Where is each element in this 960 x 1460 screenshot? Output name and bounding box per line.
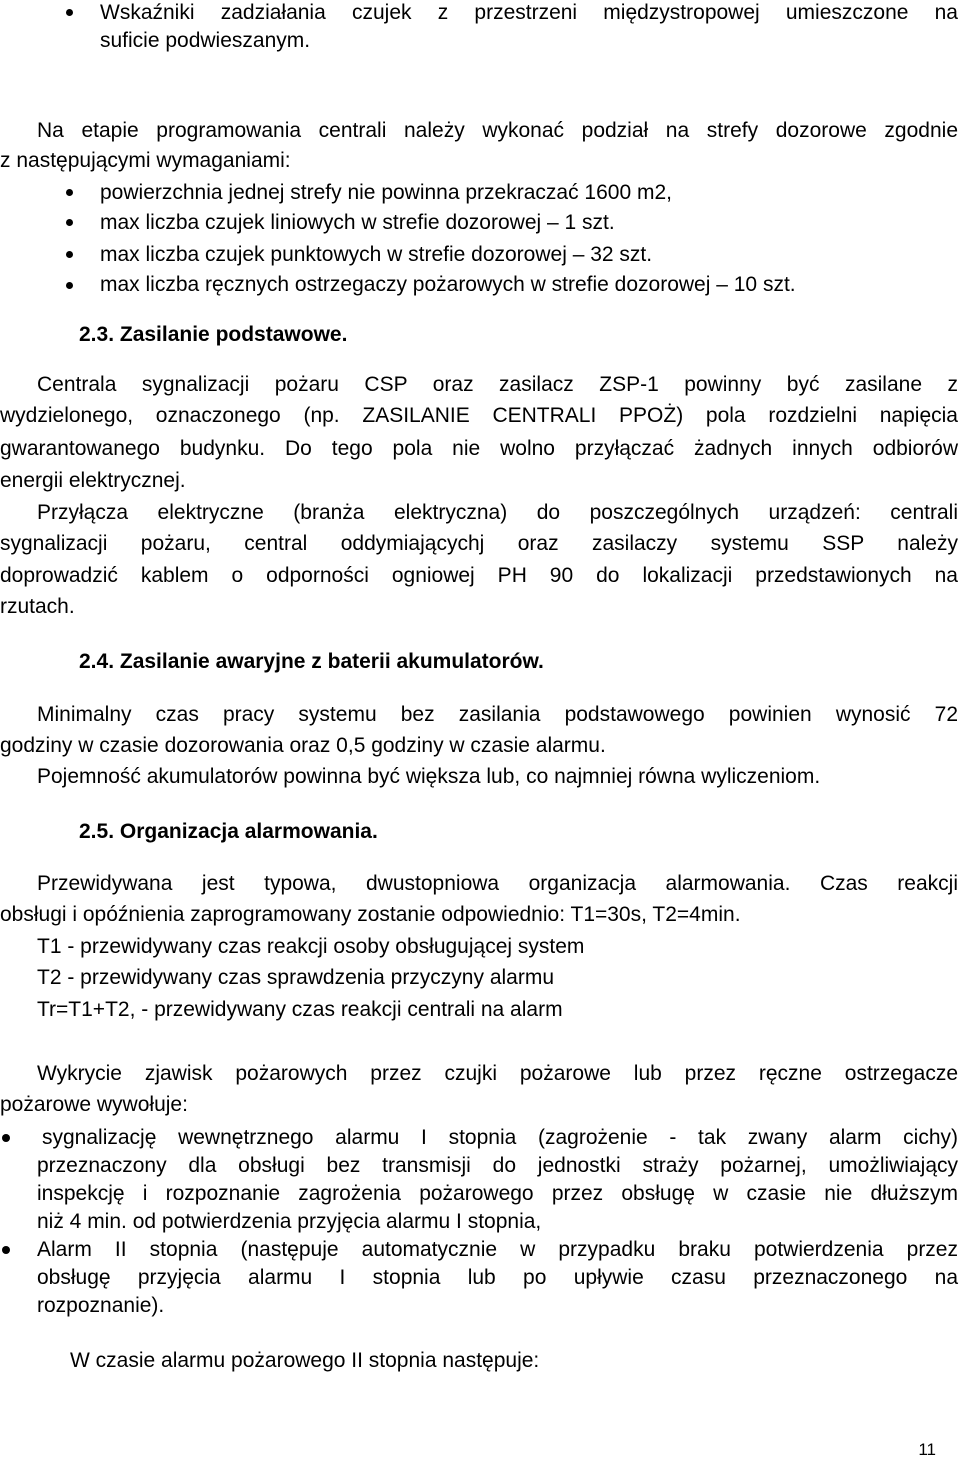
paragraph-line: W czasie alarmu pożarowego II stopnia następuje:: [70, 1349, 540, 1372]
definition-line: Tr=T1+T2, - przewidywany czas reakcji centrali na alarm: [37, 998, 563, 1021]
paragraph-line: pożarowe wywołuje:: [0, 1093, 188, 1116]
paragraph-line: Centrala sygnalizacji pożaru CSP oraz zasilacz ZSP-1 powinny być zasilane z: [37, 373, 958, 396]
paragraph-line: rzutach.: [0, 595, 75, 618]
bullet-text-line: rozpoznanie).: [37, 1294, 165, 1317]
bullet-dot: [66, 9, 73, 16]
paragraph-line: doprowadzić kablem o odporności ogniowej PH 90 do lokalizacji przedstawionych na: [0, 564, 958, 587]
bullet-text-line: sygnalizację wewnętrznego alarmu I stopnia (zagrożenie - tak zwany alarm cichy): [42, 1126, 958, 1149]
bullet-dot: [66, 282, 73, 289]
paragraph-line: Pojemność akumulatorów powinna być większa lub, co najmniej równa wyliczeniom.: [37, 765, 821, 788]
bullet-dot: [66, 251, 73, 258]
bullet-text-line: niż 4 min. od potwierdzenia przyjęcia alarmu I stopnia,: [37, 1210, 542, 1233]
paragraph-line: Wykrycie zjawisk pożarowych przez czujki pożarowe lub przez ręczne ostrzegacze: [37, 1062, 958, 1085]
bullet-text-line: Alarm II stopnia (następuje automatycznie w przypadku braku potwierdzenia przez: [37, 1238, 958, 1261]
paragraph-line: Minimalny czas pracy systemu bez zasilania podstawowego powinien wynosić 72: [37, 703, 958, 726]
paragraph-line: obsługi i opóźnienia zaprogramowany zostanie odpowiednio: T1=30s, T2=4min.: [0, 903, 741, 926]
list-item: max liczba czujek punktowych w strefie dozorowej – 32 szt.: [100, 243, 653, 266]
section-heading: 2.4. Zasilanie awaryjne z baterii akumulatorów.: [79, 650, 544, 673]
definition-line: T1 - przewidywany czas reakcji osoby obsługującej system: [37, 935, 585, 958]
definition-line: T2 - przewidywany czas sprawdzenia przyczyny alarmu: [37, 966, 555, 989]
list-item: max liczba czujek liniowych w strefie dozorowej – 1 szt.: [100, 211, 615, 234]
bullet-dot: [2, 1246, 10, 1254]
list-item: powierzchnia jednej strefy nie powinna przekraczać 1600 m2,: [100, 181, 672, 204]
bullet-text-line: inspekcję i rozpoznanie zagrożenia pożarowego przez obsługę w czasie nie dłuższym: [37, 1182, 958, 1205]
paragraph-line: gwarantowanego budynku. Do tego pola nie wolno przyłączać żadnych innych odbiorów: [0, 437, 958, 460]
bullet-dot: [2, 1134, 10, 1142]
bullet-text-line: przeznaczony dla obsługi bez transmisji do jednostki straży pożarnej, umożliwiający: [37, 1154, 958, 1177]
section-heading: 2.5. Organizacja alarmowania.: [79, 820, 378, 843]
paragraph-line: godziny w czasie dozorowania oraz 0,5 godziny w czasie alarmu.: [0, 734, 606, 757]
list-item: max liczba ręcznych ostrzegaczy pożarowych w strefie dozorowej – 10 szt.: [100, 273, 796, 296]
bullet-text-line: Wskaźniki zadziałania czujek z przestrzeni międzystropowej umieszczone na: [100, 1, 958, 24]
paragraph-line: wydzielonego, oznaczonego (np. ZASILANIE CENTRALI PPOŻ) pola rozdzielni napięcia: [0, 404, 958, 427]
paragraph-line: z następującymi wymaganiami:: [0, 149, 291, 172]
bullet-dot: [66, 189, 73, 196]
bullet-text-line: suficie podwieszanym.: [100, 29, 311, 52]
bullet-text-line: obsługę przyjęcia alarmu I stopnia lub po upływie czasu przeznaczonego na: [37, 1266, 958, 1289]
paragraph-line: energii elektrycznej.: [0, 469, 186, 492]
page-number: 11: [918, 1440, 936, 1459]
bullet-dot: [66, 219, 73, 226]
paragraph-line: Przyłącza elektryczne (branża elektryczna) do poszczególnych urządzeń: centrali: [37, 501, 958, 524]
paragraph-line: Na etapie programowania centrali należy wykonać podział na strefy dozorowe zgodnie: [37, 119, 958, 142]
paragraph-line: sygnalizacji pożaru, central oddymiającychj oraz zasilaczy systemu SSP należy: [0, 532, 958, 555]
paragraph-line: Przewidywana jest typowa, dwustopniowa organizacja alarmowania. Czas reakcji: [37, 872, 958, 895]
section-heading: 2.3. Zasilanie podstawowe.: [79, 323, 348, 346]
